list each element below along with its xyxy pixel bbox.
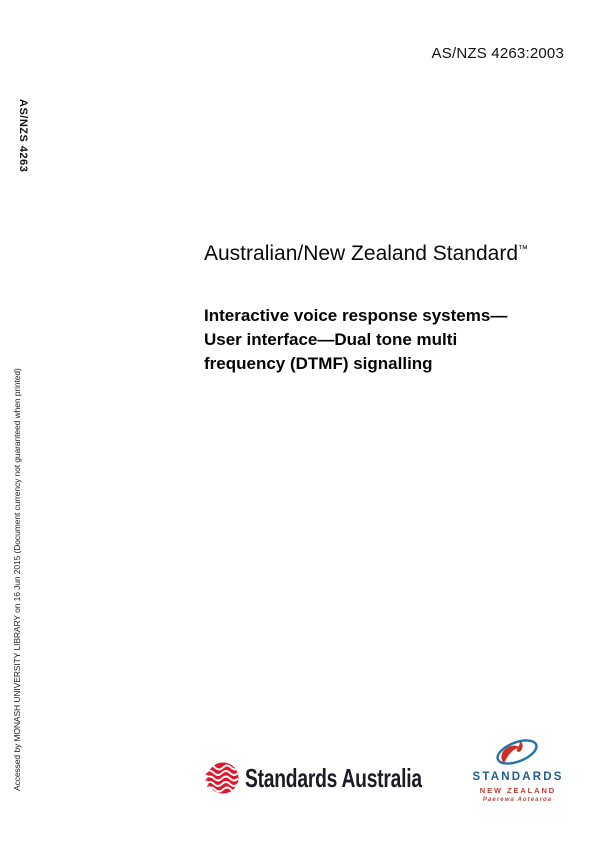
- standards-australia-logo: [205, 761, 484, 795]
- standards-australia-globe-icon: [205, 761, 239, 795]
- title-line-1: Interactive voice response systems—: [204, 306, 508, 325]
- trademark-symbol: ™: [518, 244, 529, 255]
- standards-nz-logo: [460, 736, 574, 803]
- standards-nz-swoosh-icon: [488, 736, 546, 768]
- standard-type-heading: [204, 242, 528, 266]
- spine-designation: AS/NZS 4263: [17, 99, 29, 173]
- title-line-3: frequency (DTMF) signalling: [204, 354, 433, 373]
- standard-type-label: Australian/New Zealand Standard: [204, 242, 519, 265]
- standard-designation: AS/NZS 4263:2003: [431, 45, 564, 62]
- standards-australia-wordmark: Standards Australia: [245, 762, 422, 793]
- standards-nz-name: STANDARDS: [472, 771, 564, 783]
- title-line-2: User interface—Dual tone multi: [204, 330, 458, 349]
- access-watermark: Accessed by MONASH UNIVERSITY LIBRARY on 16 Jun 2015 (Document currency not guaranteed when printed): [12, 368, 22, 791]
- standards-nz-maori-name: Paerewa Aotearoa: [482, 797, 553, 803]
- standards-nz-region: NEW ZEALAND: [479, 786, 557, 795]
- document-title: [204, 304, 574, 376]
